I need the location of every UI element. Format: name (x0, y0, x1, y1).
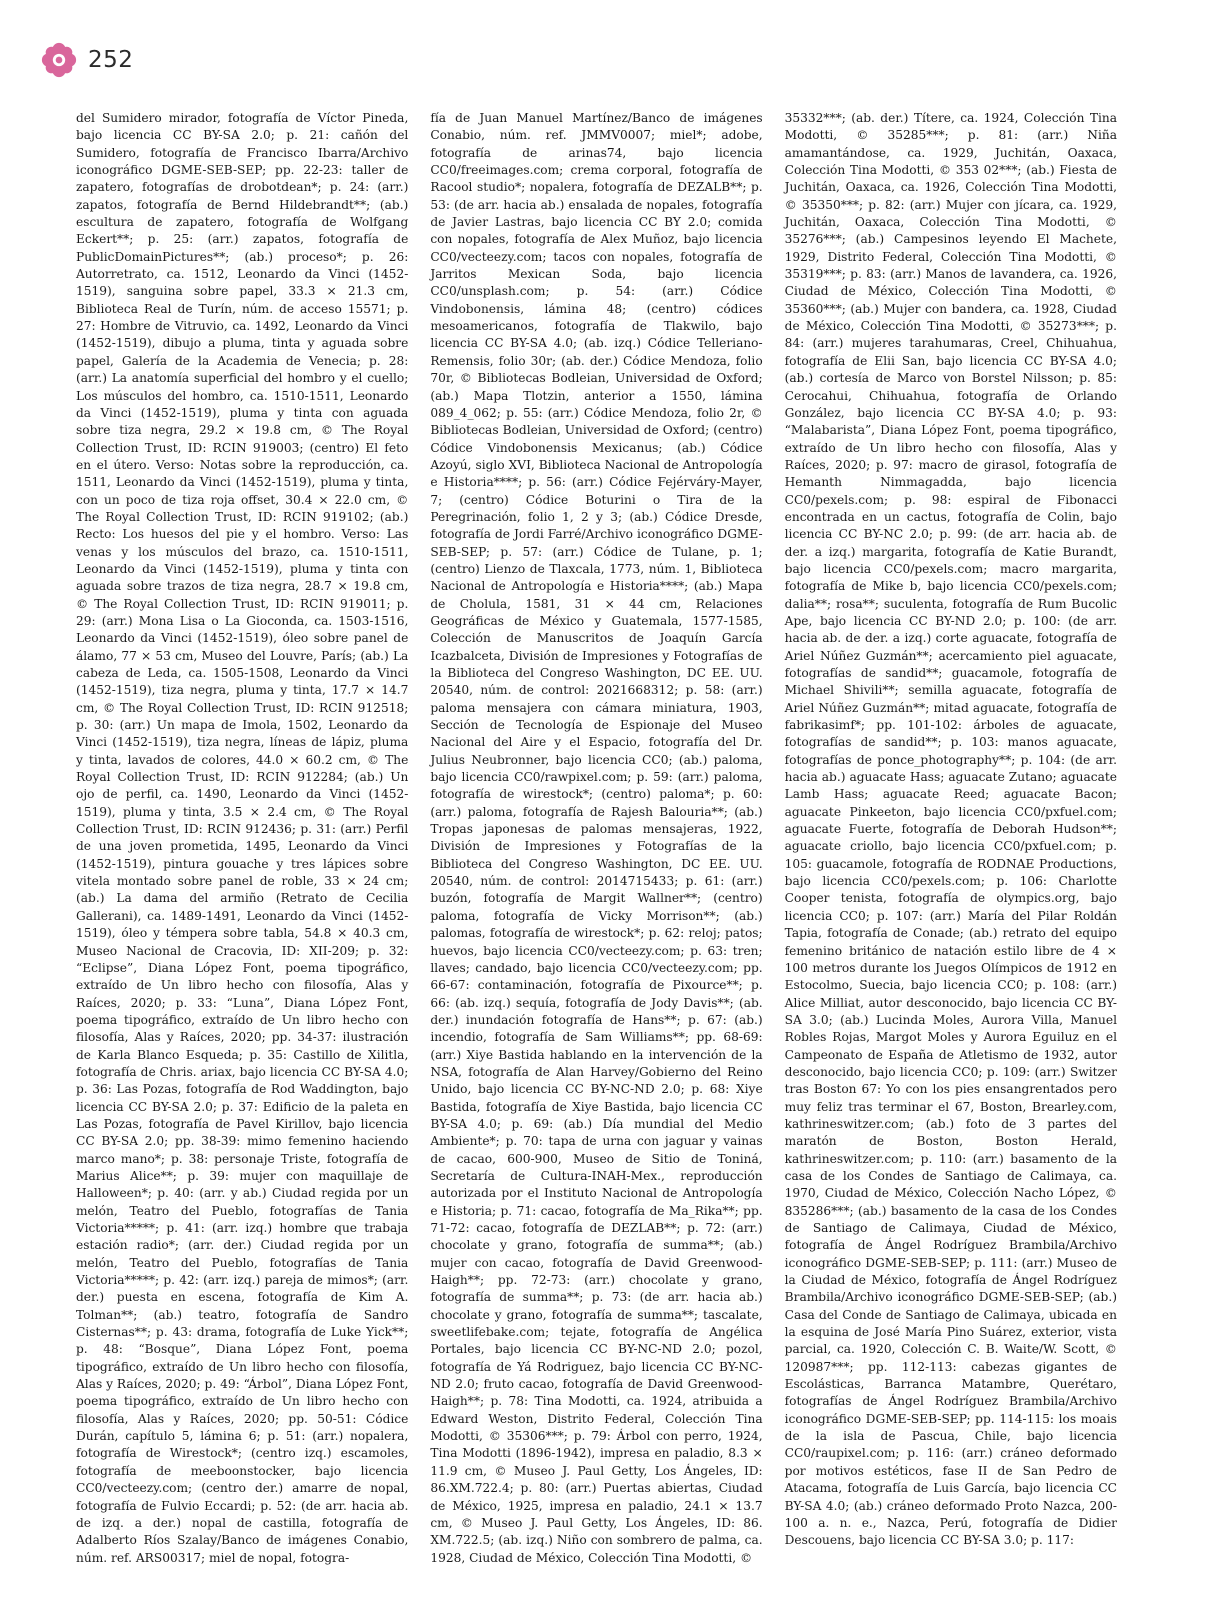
page-number: 252 (88, 47, 134, 73)
pink-flower-ornament-icon (40, 41, 78, 79)
credits-paragraph: del Sumidero mirador, fotografía de Víctor Pineda, bajo licencia CC BY-SA 2.0; p. 21: cañón del Sumidero, fotografía de Francisco Ibarra/Archivo iconográfico DGME-SEB-SEP; pp. 22-23: taller de zapatero, fotografías de drobotdean*; p. 24: (arr.) zapatos, fotografía de Bernd Hildebrandt**; (ab.) escultura de zapatero, fotografía de Wolfgang Eckert**; p. 25: (arr.) zapatos, fotografía de PublicDomainPictures**; (ab.) proceso*; p. 26: Autorretrato, ca. 1512, Leonardo da Vinci (1452-1519), sanguina sobre papel, 33.3 × 21.3 cm, Biblioteca Real de Turín, núm. de acceso 15571; p. 27: Hombre de Vitruvio, ca. 1492, Leonardo da Vinci (1452-1519), dibujo a pluma, tinta y aguada sobre papel, Galería de la Academia de Venecia; p. 28: (arr.) La anatomía superficial del hombro y el cuello; Los músculos del hombro, ca. 1510-1511, Leonardo da Vinci (1452-1519), pluma y tinta con aguada sobre tiza negra, 29.2 × 19.8 cm, © The Royal Collection Trust, ID: RCIN 919003; (centro) El feto en el útero. Verso: Notas sobre la reproducción, ca. 1511, Leonardo da Vinci (1452-1519), pluma y tinta, con un poco de tiza roja offset, 30.4 × 22.0 cm, © The Royal Collection Trust, ID: RCIN 919102; (ab.) Recto: Los huesos del pie y el hombro. Verso: Las venas y los músculos del brazo, ca. 1510-1511, Leonardo da Vinci (1452-1519), pluma y tinta con aguada sobre trazos de tiza negra, 28.7 × 19.8 cm, © The Royal Collection Trust, ID: RCIN 919011; p. 29: (arr.) Mona Lisa o La Gioconda, ca. 1503-1516, Leonardo da Vinci (1452-1519), óleo sobre panel de álamo, 77 × 53 cm, Museo del Louvre, París; (ab.) La cabeza de Leda, ca. 1505-1508, Leonardo da Vinci (1452-1519), tiza negra, pluma y tinta, 17.7 × 14.7 cm, © The Royal Collection Trust, ID: RCIN 912518; p. 30: (arr.) Un mapa de Imola, 1502, Leonardo da Vinci (1452-1519), tiza negra, líneas de lápiz, pluma y tinta, lavados de colores, 44.0 × 60.2 cm, © The Royal Collection Trust, ID: RCIN 912284; (ab.) Un ojo de perfil, ca. 1490, Leonardo da Vinci (1452-1519), pluma y tinta, 3.5 × 2.4 cm, © The Royal Collection Trust, ID: RCIN 912436; p. 31: (arr.) Perfil de una joven prometida, 1495, Leonardo da Vinci (1452-1519), pintura gouache y tres lápices sobre vitela montado sobre panel de roble, 33 × 24 cm; (ab.) La dama del armiño (Retrato de Cecilia Gallerani), ca. 1489-1491, Leonardo da Vinci (1452-1519), óleo y témpera sobre tabla, 54.8 × 40.3 cm, Museo Nacional de Cracovia, ID: XII-209; p. 32: “Eclipse”, Diana López Font, poema tipográfico, extraído de Un libro hecho con filosofía, Alas y Raíces, 2020; p. 33: “Luna”, Diana López Font, poema tipográfico, extraído de Un libro hecho con filosofía, Alas y Raíces, 2020; pp. 34-37: ilustración de Karla Blanco Esqueda; p. 35: Castillo de Xilitla, fotografía de Chris. ariax, bajo licencia CC BY-SA 4.0; p. 36: Las Pozas, fotografía de Rod Waddington, bajo licencia CC BY-SA 2.0; p. 37: Edificio de la paleta en Las Pozas, fotografía de Pavel Kirillov, bajo licencia CC BY-SA 2.0; pp. 38-39: mimo femenino haciendo marco mano*; p. 38: personaje Triste, fotografía de Marius Alice**; p. 39: mujer con maquillaje de Halloween*; p. 40: (arr. y ab.) Ciudad regida por un melón, Teatro del Pueblo, fotografías de Tania Victoria*****; p. 41: (arr. izq.) hombre que trabaja estación radio*; (arr. der.) Ciudad regida por un melón, Teatro del Pueblo, fotografías de Tania Victoria*****; p. 42: (arr. izq.) pareja de mimos*; (arr. der.) puesta en escena, fotografía de Kim A. Tolman**; (ab.) teatro, fotografía de Sandro Cisternas**; p. 43: drama, fotografía de Luke Yick**; p. 48: “Bosque”, Diana López Font, poema tipográfico, extraído de Un libro hecho con filosofía, Alas y Raíces, 2020; p. 49: “Árbol”, Diana López Font, poema tipográfico, extraído de Un libro hecho con filosofía, Alas y Raíces, 2020; pp. 50-51: Códice Durán, capítulo 5, lámina 6; p. 51: (arr.) nopalera, fotografía de Wirestock*; (centro izq.) escamoles, fotografía de meeboonstocker, bajo licencia CC0/vecteezy.com; (centro der.) amarre de nopal, fotografía de Fulvio Eccardi; p. 52: (de arr. hacia ab. de izq. a der.) nopal de castilla, fotografía de Adalberto Ríos Szalay/Banco de imágenes Conabio, núm. ref. ARS00317; miel de nopal, fotogra- (76, 111, 409, 1565)
credits-paragraph: 35332***; (ab. der.) Títere, ca. 1924, Colección Tina Modotti, © 35285***; p. 81: (arr.) Niña amamantándose, ca. 1929, Juchitán, Oaxaca, Colección Tina Modotti, © 353 02***; (ab.) Fiesta de Juchitán, Oaxaca, ca. 1926, Colección Tina Modotti, © 35350***; p. 82: (arr.) Mujer con jícara, ca. 1929, Juchitán, Oaxaca, Colección Tina Modotti, © 35276***; (ab.) Campesinos leyendo El Machete, 1929, Distrito Federal, Colección Tina Modotti, © 35319***; p. 83: (arr.) Manos de lavandera, ca. 1926, Ciudad de México, Colección Tina Modotti, © 35360***; (ab.) Mujer con bandera, ca. 1928, Ciudad de México, Colección Tina Modotti, © 35273***; p. 84: (arr.) mujeres tarahumaras, Creel, Chihuahua, fotografía de Elii San, bajo licencia CC BY-SA 4.0; (ab.) cortesía de Marco von Borstel Nilsson; p. 85: Cerocahui, Chihuahua, fotografía de Orlando González, bajo licencia CC BY-SA 4.0; p. 93: “Malabarista”, Diana López Font, poema tipográfico, extraído de Un libro hecho con filosofía, Alas y Raíces, 2020; p. 97: macro de girasol, fotografía de Hemanth Nimmagadda, bajo licencia CC0/pexels.com; p. 98: espiral de Fibonacci encontrada en un cactus, fotografía de Colin, bajo licencia CC BY-NC 2.0; p. 99: (de arr. hacia ab. de der. a izq.) margarita, fotografía de Katie Burandt, bajo licencia CC0/pexels.com; macro margarita, fotografía de Mike b, bajo licencia CC0/pexels.com; dalia**; rosa**; suculenta, fotografía de Rum Bucolic Ape, bajo licencia CC BY-ND 2.0; p. 100: (de arr. hacia ab. de der. a izq.) corte aguacate, fotografía de Ariel Núñez Guzmán**; acercamiento piel aguacate, fotografías de sandid**; guacamole, fotografía de Michael Shivili**; semilla aguacate, fotografía de Ariel Núñez Guzmán**; mitad aguacate, fotografía de fabrikasimf*; pp. 101-102: árboles de aguacate, fotografías de sandid**; p. 103: manos aguacate, fotografías de ponce_photography**; p. 104: (de arr. hacia ab.) aguacate Hass; aguacate Zutano; aguacate Lamb Hass; aguacate Reed; aguacate Bacon; aguacate Pinkeeton, bajo licencia CC0/pxfuel.com; aguacate Fuerte, fotografía de Deborah Hudson**; aguacate criollo, bajo licencia CC0/pxfuel.com; p. 105: guacamole, fotografía de RODNAE Productions, bajo licencia CC0/pexels.com; p. 106: Charlotte Cooper tenista, fotografía de olympics.org, bajo licencia CC0; p. 107: (arr.) María del Pilar Roldán Tapia, fotografía de Conade; (ab.) retrato del equipo femenino británico de natación estilo libre de 4 × 100 metros durante los Juegos Olímpicos de 1912 en Estocolmo, Suecia, bajo licencia CC0; p. 108: (arr.) Alice Milliat, autor desconocido, bajo licencia CC BY-SA 3.0; (ab.) Lucinda Moles, Aurora Villa, Manuel Robles Rojas, Margot Moles y Aurora Eguiluz en el Campeonato de España de Atletismo de 1932, autor desconocido, bajo licencia CC0; p. 109: (arr.) Switzer tras Boston 67: Yo con los pies ensangrentados pero muy feliz tras terminar el 67, Boston, Brearley.com, kathrineswitzer.com; (ab.) foto de 3 partes del maratón de Boston, Boston Herald, kathrineswitzer.com; p. 110: (arr.) basamento de la casa de los Condes de Santiago de Calimaya, ca. 1970, Ciudad de México, Colección Nacho López, © 835286***; (ab.) basamento de la casa de los Condes de Santiago de Calimaya, Ciudad de México, fotografía de Ángel Rodríguez Brambila/Archivo iconográfico DGME-SEB-SEP; p. 111: (arr.) Museo de la Ciudad de México, fotografía de Ángel Rodríguez Brambila/Archivo iconográfico DGME-SEB-SEP; (ab.) Casa del Conde de Santiago de Calimaya, ubicada en la esquina de José María Pino Suárez, exterior, vista parcial, ca. 1920, Colección C. B. Waite/W. Scott, © 120987***; pp. 112-113: cabezas gigantes de Escolásticas, Barranca Matambre, Querétaro, fotografías de Ángel Rodríguez Brambila/Archivo iconográfico DGME-SEB-SEP; pp. 114-115: los moais de la isla de Pascua, Chile, bajo licencia CC0/raupixel.com; p. 116: (arr.) cráneo deformado por motivos estéticos, fase II de San Pedro de Atacama, fotografía de Luis García, bajo licencia CC BY-SA 4.0; (ab.) cráneo deformado Proto Nazca, 200-100 a. n. e., Nazca, Perú, fotografía de Didier Descouens, bajo licencia CC BY-SA 3.0; p. 117: (784, 111, 1117, 1548)
text-column-3 (784, 110, 1117, 1548)
credits-paragraph: fía de Juan Manuel Martínez/Banco de imágenes Conabio, núm. ref. JMMV0007; miel*; adobe, fotografía de arinas74, bajo licencia CC0/freeimages.com; crema corporal, fotografía de Racool studio*; nopalera, fotografía de DEZALB**; p. 53: (de arr. hacia ab.) ensalada de nopales, fotografía de Javier Lastras, bajo licencia CC BY 2.0; comida con nopales, fotografía de Alex Muñoz, bajo licencia CC0/vecteezy.com; tacos con nopales, fotografía de Jarritos Mexican Soda, bajo licencia CC0/unsplash.com; p. 54: (arr.) Códice Vindobonensis, lámina 48; (centro) códices mesoamericanos, fotografía de Tlakwilo, bajo licencia CC BY-SA 4.0; (ab. izq.) Códice Telleriano-Remensis, folio 30r; (ab. der.) Códice Mendoza, folio 70r, © Bibliotecas Bodleian, Universidad de Oxford; (ab.) Mapa Tlotzin, anterior a 1550, lámina 089_4_062; p. 55: (arr.) Códice Mendoza, folio 2r, © Bibliotecas Bodleian, Universidad de Oxford; (centro) Códice Vindobonensis Mexicanus; (ab.) Códice Azoyú, siglo XVI, Biblioteca Nacional de Antropología e Historia****; p. 56: (arr.) Códice Fejérváry-Mayer, 7; (centro) Códice Boturini o Tira de la Peregrinación, folio 1, 2 y 3; (ab.) Códice Dresde, fotografía de Jordi Farré/Archivo iconográfico DGME-SEB-SEP; p. 57: (arr.) Códice de Tulane, p. 1; (centro) Lienzo de Tlaxcala, 1773, núm. 1, Biblioteca Nacional de Antropología e Historia****; (ab.) Mapa de Cholula, 1581, 31 × 44 cm, Relaciones Geográficas de México y Guatemala, 1577-1585, Colección de Manuscritos de Joaquín García Icazbalceta, División de Impresiones y Fotografías de la Biblioteca del Congreso Washington, DC EE. UU. 20540, núm. de control: 2021668312; p. 58: (arr.) paloma mensajera con cámara miniatura, 1903, Sección de Tecnología de Espionaje del Museo Nacional del Aire y el Espacio, fotografía del Dr. Julius Neubronner, bajo licencia CC0; (ab.) paloma, bajo licencia CC0/rawpixel.com; p. 59: (arr.) paloma, fotografía de wirestock*; (centro) paloma*; p. 60: (arr.) paloma, fotografía de Rajesh Balouria**; (ab.) Tropas japonesas de palomas mensajeras, 1922, División de Impresiones y Fotografías de la Biblioteca del Congreso Washington, DC EE. UU. 20540, núm. de control: 2014715433; p. 61: (arr.) buzón, fotografía de Margit Wallner**; (centro) paloma, fotografía de Vicky Morrison**; (ab.) palomas, fotografía de wirestock*; p. 62: reloj; patos; huevos, bajo licencia CC0/vecteezy.com; p. 63: tren; llaves; candado, bajo licencia CC0/vecteezy.com; pp. 66-67: contaminación, fotografía de Pixource**; p. 66: (ab. izq.) sequía, fotografía de Jody Davis**; (ab. der.) inundación fotografía de Hans**; p. 67: (ab.) incendio, fotografía de Sam Williams**; pp. 68-69: (arr.) Xiye Bastida hablando en la intervención de la NSA, fotografía de Alan Harvey/Gobierno del Reino Unido, bajo licencia CC BY-NC-ND 2.0; p. 68: Xiye Bastida, fotografía de Xiye Bastida, bajo licencia CC BY-SA 4.0; p. 69: (ab.) Día mundial del Medio Ambiente*; p. 70: tapa de urna con jaguar y vainas de cacao, 600-900, Museo de Sitio de Toniná, Secretaría de Cultura-INAH-Mex., reproducción autorizada por el Instituto Nacional de Antropología e Historia; p. 71: cacao, fotografía de Ma_Rika**; pp. 71-72: cacao, fotografía de DEZLAB**; p. 72: (arr.) chocolate y grano, fotografía de summa**; (ab.) mujer con cacao, fotografía de David Greenwood-Haigh**; pp. 72-73: (arr.) chocolate y grano, fotografía de summa**; p. 73: (de arr. hacia ab.) chocolate y grano, fotografía de summa**; tascalate, sweetlifebake.com; tejate, fotografía de Angélica Portales, bajo licencia CC BY-NC-ND 2.0; pozol, fotografía de Yá Rodriguez, bajo licencia CC BY-NC-ND 2.0; fruto cacao, fotografía de David Greenwood-Haigh**; p. 78: Tina Modotti, ca. 1924, atribuida a Edward Weston, Distrito Federal, Colección Tina Modotti, © 35306***; p. 79: Árbol con perro, 1924, Tina Modotti (1896-1942), impresa en paladio, 8.3 × 11.9 cm, © Museo J. Paul Getty, Los Ángeles, ID: 86.XM.722.4; p. 80: (arr.) Puertas abiertas, Ciudad de México, 1925, impresa en paladio, 24.1 × 13.7 cm, © Museo J. Paul Getty, Los Ángeles, ID: 86. XM.722.5; (ab. izq.) Niño con sombrero de palma, ca. 1928, Ciudad de México, Colección Tina Modotti, © (430, 111, 763, 1565)
text-column-1 (76, 110, 409, 1565)
page-header (40, 40, 133, 80)
text-column-2 (430, 110, 763, 1565)
credits-columns (76, 110, 1117, 1565)
